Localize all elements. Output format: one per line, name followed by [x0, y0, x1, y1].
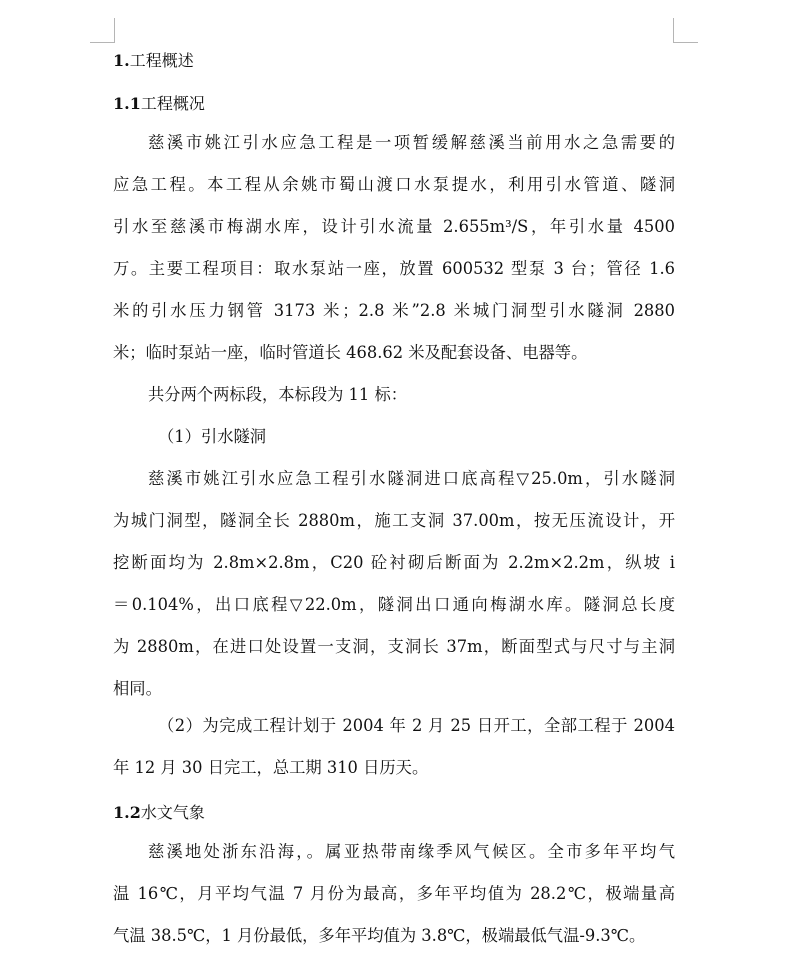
heading-1	[113, 48, 194, 71]
text-line: 气温 38.5℃，1 月份最低，多年平均值为 3.8℃，极端最低气温-9.3℃。	[113, 926, 646, 945]
text-line: ＝0.104%，出口底程▽22.0m，隧洞出口通向梅湖水库。隧洞总长度	[113, 595, 675, 614]
item-title-tunnel	[113, 416, 675, 458]
page-corner-mark-left	[90, 18, 115, 43]
text-line: （1）引水隧洞	[158, 427, 267, 446]
paragraph-schedule	[113, 705, 675, 789]
text-line: 年 12 月 30 日完工，总工期 310 日历天。	[113, 758, 429, 777]
text-line: 米的引水压力钢管 3173 米；2.8 米”2.8 米城门洞型引水隧洞 2880	[113, 301, 675, 320]
heading-text: 工程概况	[140, 94, 205, 113]
text-line: 慈溪地处浙东沿海，。属亚热带南缘季风气候区。全市多年平均气	[148, 842, 675, 861]
page-corner-mark-right	[673, 18, 698, 43]
text-line: 挖断面均为 2.8m×2.8m，C20 砼衬砌后断面为 2.2m×2.2m，纵坡 i	[113, 553, 675, 572]
text-line: 共分两个两标段，本标段为 11 标：	[148, 385, 408, 404]
heading-text: 工程概述	[129, 51, 194, 70]
heading-number: 1.2	[113, 803, 141, 822]
heading-text: 水文气象	[140, 803, 205, 822]
text-line: 慈溪市姚江引水应急工程是一项暂缓解慈溪当前用水之急需要的	[148, 133, 675, 152]
heading-1-2	[113, 800, 205, 823]
paragraph-overview	[113, 122, 675, 374]
paragraph-climate	[113, 831, 675, 957]
text-line: 应急工程。本工程从余姚市蜀山渡口水泵提水，利用引水管道、隧洞	[113, 175, 675, 194]
text-line: （2）为完成工程计划于 2004 年 2 月 25 日开工，全部工程于 2004	[158, 716, 675, 735]
text-line: 为城门洞型，隧洞全长 2880m，施工支洞 37.00m，按无压流设计，开	[113, 511, 675, 530]
paragraph-sections	[113, 374, 675, 416]
text-line: 相同。	[113, 679, 162, 698]
text-line: 万。主要工程项目：取水泵站一座，放置 600532 型泵 3 台；管径 1.6	[113, 259, 675, 278]
heading-number: 1.1	[113, 94, 141, 113]
heading-number: 1.	[113, 51, 130, 70]
text-line: 慈溪市姚江引水应急工程引水隧洞进口底高程▽25.0m，引水隧洞	[148, 469, 675, 488]
text-line: 为 2880m，在进口处设置一支洞，支洞长 37m，断面型式与尺寸与主洞	[113, 637, 675, 656]
paragraph-tunnel	[113, 458, 675, 710]
text-line: 引水至慈溪市梅湖水库，设计引水流量 2.655m³/S，年引水量 4500	[113, 217, 675, 236]
text-line: 温 16℃，月平均气温 7 月份为最高，多年平均值为 28.2℃，极端量高	[113, 884, 675, 903]
heading-1-1	[113, 91, 205, 114]
text-line: 米；临时泵站一座，临时管道长 468.62 米及配套设备、电器等。	[113, 343, 588, 362]
